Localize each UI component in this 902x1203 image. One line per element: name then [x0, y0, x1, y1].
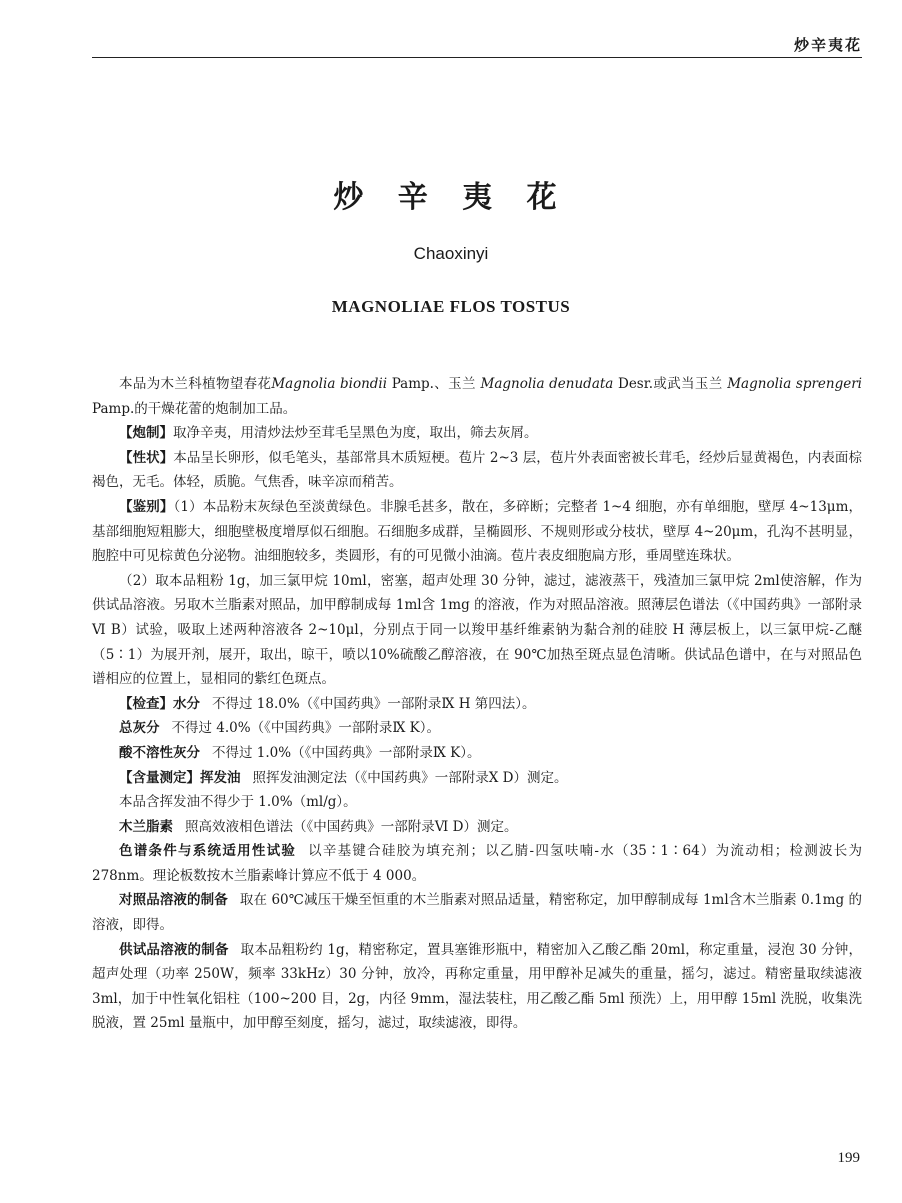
- monograph-body: [92, 372, 862, 1036]
- volatile-oil-heading: 挥发油: [200, 769, 241, 786]
- reference-solution-heading: 对照品溶液的制备: [119, 892, 228, 909]
- acid-insoluble-ash-heading: 酸不溶性灰分: [119, 744, 200, 761]
- magnolin-text: 照高效液相色谱法（《中国药典》一部附录Ⅵ D）测定。: [185, 818, 518, 835]
- running-header-title: 炒辛夷花: [793, 36, 862, 54]
- volatile-oil-limit-text: 本品含挥发油不得少于 1.0%（ml/g）。: [119, 794, 357, 811]
- volatile-oil-text: 照挥发油测定法（《中国药典》一部附录Ⅹ D）测定。: [252, 769, 568, 786]
- reference-solution-text: 取在 60℃减压干燥至恒重的木兰脂素对照品适量，精密称定，加甲醇制成每 1ml含木兰脂素 0.1mg 的溶液，即得。: [92, 892, 862, 934]
- characteristics-paragraph: [92, 446, 862, 495]
- inspection-total-ash: [92, 716, 862, 741]
- assay-magnolin: [92, 815, 862, 840]
- inspection-acid-insoluble-ash: [92, 741, 862, 766]
- sample-solution-heading: 供试品溶液的制备: [119, 941, 229, 958]
- intro-text-3: Desr.或武当玉兰: [613, 376, 728, 392]
- header-rule: [92, 57, 862, 58]
- assay-volatile-oil: [92, 766, 862, 791]
- characteristics-text: 本品呈长卵形，似毛笔头，基部常具木质短梗。苞片 2~3 层，苞片外表面密被长茸毛，经炒后显黄褐色，内表面棕褐色，无毛。体轻，质脆。气焦香，味辛凉而稍苦。: [92, 449, 862, 491]
- characteristics-label: 【性状】: [119, 449, 174, 466]
- sample-solution-text: 取本品粗粉约 1g，精密称定，置具塞锥形瓶中，精密加入乙酸乙酯 20ml，称定重量，浸泡 30 分钟，超声处理（功率 250W，频率 33kHz）30 分钟，放冷，再称定重量，用甲醇补足减失的重量，摇匀，滤过。精密量取续滤液 3ml，加于中性氧化铝柱（100~200 目，2g，内径 9mm，湿法装柱，用乙酸乙酯 5ml 预洗）上，用甲醇 15ml 洗脱，收集洗脱液，置 25ml 量瓶中，加甲醇至刻度，摇匀，滤过，取续滤液，即得。: [92, 941, 863, 1032]
- moisture-heading: 水分: [173, 695, 200, 712]
- moisture-text: 不得过 18.0%（《中国药典》一部附录Ⅸ H 第四法）。: [212, 695, 536, 712]
- processing-text: 取净辛夷，用清炒法炒至茸毛呈黑色为度，取出，筛去灰屑。: [173, 425, 538, 442]
- volatile-oil-limit: [92, 790, 862, 815]
- monograph-title-pinyin: Chaoxinyi: [413, 244, 489, 263]
- species-name-3: Magnolia sprengeri: [727, 376, 863, 392]
- chromatographic-heading: 色谱条件与系统适用性试验: [119, 843, 297, 860]
- identification-text-2: （2）取本品粗粉 1g，加三氯甲烷 10ml，密塞，超声处理 30 分钟，滤过，滤液蒸干，残渣加三氯甲烷 2ml使溶解，作为供试品溶液。另取木兰脂素对照品，加甲醇制成每 1ml含 1mg 的溶液，作为对照品溶液。照薄层色谱法（《中国药典》一部附录Ⅵ B）试验，吸取上述两种溶液各 2~10μl，分别点于同一以羧甲基纤维素钠为黏合剂的硅胶 H 薄层板上，以三氯甲烷-乙醚（5∶1）为展开剂，展开，取出，晾干，喷以10%硫酸乙醇溶液，在 90℃加热至斑点显色清晰。供试品色谱中，在与对照品色谱相应的位置上，显相同的紫红色斑点。: [92, 572, 862, 688]
- assay-label: 【含量测定】: [119, 769, 200, 786]
- identification-text-1: （1）本品粉末灰绿色至淡黄绿色。非腺毛甚多，散在，多碎断；完整者 1~4 细胞，亦有单细胞，壁厚 4~13μm，基部细胞短粗膨大，细胞壁极度增厚似石细胞。石细胞多成群，呈椭圆形、不规则形或分枝状，壁厚 4~20μm，孔沟不甚明显，胞腔中可见棕黄色分泌物。油细胞较多，类圆形，有的可见微小油滴。苞片表皮细胞扁方形，垂周壁连珠状。: [92, 498, 863, 565]
- intro-paragraph: [92, 372, 862, 421]
- inspection-label: 【检查】: [119, 695, 173, 712]
- identification-paragraph-1: [92, 495, 862, 569]
- processing-label: 【炮制】: [119, 425, 173, 442]
- intro-text-4: Pamp.的干燥花蕾的炮制加工品。: [92, 400, 297, 417]
- identification-label: 【鉴别】: [119, 498, 174, 515]
- magnolin-heading: 木兰脂素: [119, 818, 173, 835]
- sample-solution: [92, 938, 862, 1036]
- chromatographic-text: 以辛基键合硅胶为填充剂；以乙腈-四氢呋喃-水（35∶1∶64）为流动相；检测波长为 278nm。理论板数按木兰脂素峰计算应不低于 4 000。: [92, 843, 863, 884]
- intro-text-2: Pamp.、玉兰: [387, 376, 481, 392]
- acid-insoluble-ash-text: 不得过 1.0%（《中国药典》一部附录Ⅸ K）。: [212, 744, 481, 761]
- total-ash-heading: 总灰分: [119, 720, 160, 737]
- intro-text-1: 本品为木兰科植物望春花: [119, 376, 272, 392]
- chromatographic-conditions: [92, 839, 862, 888]
- monograph-title-latin: MAGNOLIAE FLOS TOSTUS: [331, 297, 571, 316]
- total-ash-text: 不得过 4.0%（《中国药典》一部附录Ⅸ K）。: [171, 720, 440, 737]
- inspection-moisture: [92, 692, 862, 717]
- processing-paragraph: [92, 421, 862, 446]
- page-number: 199: [837, 1150, 860, 1166]
- monograph-title-chinese: 炒 辛 夷 花: [333, 180, 569, 215]
- species-name-2: Magnolia denudata: [480, 376, 614, 392]
- identification-paragraph-2: [92, 569, 862, 692]
- reference-solution: [92, 888, 862, 937]
- species-name-1: Magnolia biondii: [271, 376, 388, 392]
